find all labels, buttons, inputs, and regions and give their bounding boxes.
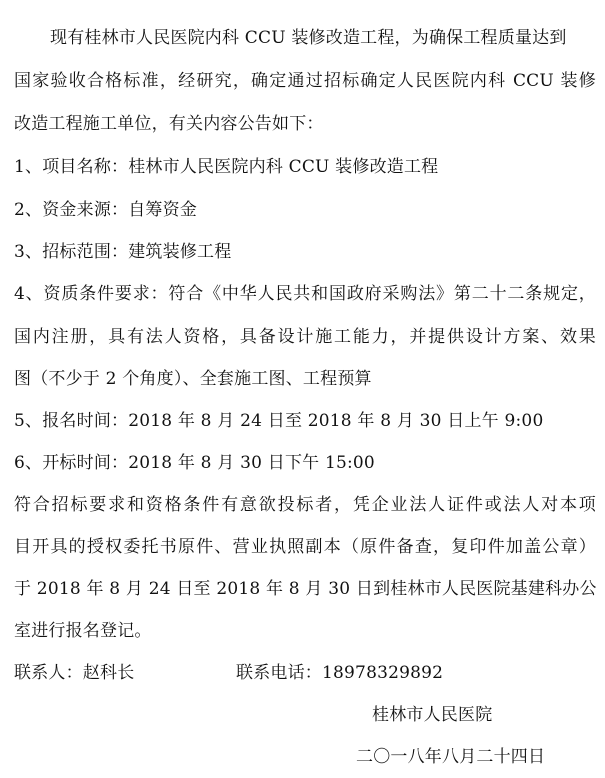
item-funding-source: 2、资金来源：自筹资金 (14, 200, 198, 220)
closing-line-2: 目开具的授权委托书原件、营业执照副本（原件备查，复印件加盖公章） (14, 537, 596, 557)
contact-person: 联系人：赵科长 (14, 663, 135, 683)
item-qualification-line-2: 国内注册，具有法人资格，具备设计施工能力，并提供设计方案、效果 (14, 327, 596, 347)
contact-phone: 联系电话：18978329892 (236, 663, 444, 683)
closing-line-3: 于 2018 年 8 月 24 日至 2018 年 8 月 30 日到桂林市人民医院基建科办公 (14, 579, 597, 599)
item-opening-time: 6、开标时间：2018 年 8 月 30 日下午 15:00 (14, 453, 375, 473)
intro-line-1: 现有桂林市人民医院内科 CCU 装修改造工程，为确保工程质量达到 (50, 28, 567, 48)
issue-date: 二〇一八年八月二十四日 (356, 747, 546, 767)
issuer-signature: 桂林市人民医院 (372, 705, 493, 725)
closing-line-1: 符合招标要求和资格条件有意欲投标者，凭企业法人证件或法人对本项 (14, 495, 596, 515)
item-registration-time: 5、报名时间：2018 年 8 月 24 日至 2018 年 8 月 30 日上午 9:00 (14, 411, 544, 431)
closing-line-4: 室进行报名登记。 (14, 621, 152, 641)
item-qualification-line-1: 4、资质条件要求：符合《中华人民共和国政府采购法》第二十二条规定， (14, 284, 596, 304)
item-project-name: 1、项目名称：桂林市人民医院内科 CCU 装修改造工程 (14, 157, 439, 177)
item-tender-scope: 3、招标范围：建筑装修工程 (14, 242, 232, 262)
item-qualification-line-3: 图（不少于 2 个角度）、全套施工图、工程预算 (14, 369, 372, 389)
tender-announcement (14, 0, 598, 778)
intro-line-2: 国家验收合格标准，经研究，确定通过招标确定人民医院内科 CCU 装修 (14, 71, 596, 91)
intro-line-3: 改造工程施工单位，有关内容公告如下： (14, 114, 324, 134)
